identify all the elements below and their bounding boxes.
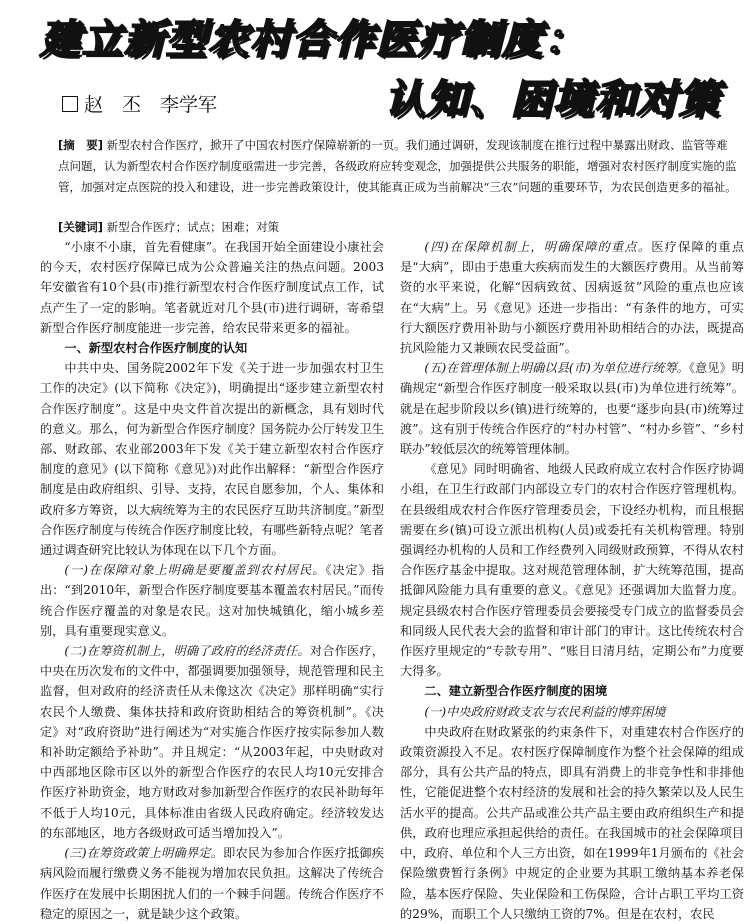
subsection-heading: (一)中央政府财政支农与农民利益的博弈困境 — [424, 704, 666, 719]
paragraph: (四)在保障机制上，明确保障的重点。医疗保障的重点是“大病”，即由于患重大疾病而发生的大额医疗费用。从当前筹资的水平来说，化解“因病致贫、因病返贫”风险的重点也应该在“大病”上。另《意见》还进一步指出：“有条件的地方，可实行大额医疗费用补助与小额医疗费用补助相结合的办法，既提高抗风险能力又兼顾农民受益面”。 — [400, 240, 745, 356]
right-column — [400, 237, 744, 924]
keywords — [58, 217, 738, 238]
square-icon — [62, 96, 78, 112]
author-names: 赵 丕 李学军 — [84, 94, 218, 116]
keywords-text: 新型合作医疗；试点；困难；对策 — [106, 220, 280, 234]
title-line-2: 认知、困境和对策 — [385, 76, 721, 123]
title-line-1: 建立新型农村合作医疗制度： — [40, 16, 586, 63]
section-heading: 一、新型农村合作医疗制度的认知 — [64, 341, 248, 356]
paragraph-lead: (五)在管理体制上明确以县(市)为单位进行统筹。 — [424, 361, 689, 376]
abstract — [58, 135, 738, 198]
paragraph: 中共中央、国务院2002年下发《关于进一步加强农村卫生工作的决定》(以下简称《决定》)，明确提出“逐步建立新型农村合作医疗制度”。这是中央文件首次提出的新概念，具有划时代的意义。那么，何为新型合作医疗制度？国务院办公厅转发卫生部、财政部、农业部2003年下发《关于建立新型农村合作医疗制度的意见》(以下简称《意见》)对此作出解释：“新型合作医疗制度是由政府组织、引导、支持，农民自愿参加，个人、集体和政府多方筹资，以大病统筹为主的农民医疗互助共济制度。”新型合作医疗制度与传统合作医疗制度比较，有哪些新特点呢？笔者通过调查研究比较认为体现在以下几个方面。 — [40, 361, 384, 558]
abstract-text: 新型农村合作医疗，掀开了中国农村医疗保障崭新的一页。我们通过调研，发现该制度在推行过程中暴露出财政、监管等难点问题，认为新型农村合作医疗制度亟需进一步完善，各级政府应转变观念，加强提供公共服务的职能，增强对农村医疗制度实施的监管，加强对定点医院的投入和建设，进一步完善政策设计，使其能真正成为当前解决“三农”问题的重要环节，为农民创造更多的福祉。 — [58, 138, 737, 194]
keywords-label: [关键词] — [58, 220, 104, 234]
paragraph: “小康不小康，首先看健康”。在我国开始全面建设小康社会的今天，农村医疗保障已成为公众普遍关注的热点问题。2003年安徽省有10个县(市)推行新型农村合作医疗制度试点工作，试点产生了一定的影响。笔者就近对几个县(市)进行调研，寄希望新型合作医疗制度能进一步完善，给农民带来更多的福祉。 — [40, 240, 384, 335]
paragraph: (三)在筹资政策上明确界定。即农民为参加合作医疗抵御疾病风险而履行缴费义务不能视为增加农民负担。这解决了传统合作医疗在发展中长期困扰人们的一个棘手问题。传统合作医疗不稳定的原因之一，就是缺少这个政策。 — [40, 846, 384, 921]
paragraph: (二)在筹资机制上，明确了政府的经济责任。对合作医疗，中央在历次发布的文件中，都强调要加强领导，规范管理和民主监督，但对政府的经济责任从未像这次《决定》那样明确“实行农民个人缴费、集体扶持和政府资助相结合的筹资机制”。《决定》对“政府资助”进行阐述为“对实施合作医疗按实际参加人数和补助定额给予补助”。并且规定：“从2003年起，中央财政对中西部地区除市区以外的新型合作医疗的农民人均10元安排合作医疗补助资金，地方财政对参加新型合作医疗的农民补助每年不低于人均10元，具体标准由省级人民政府确定。经济较发达的东部地区，地方各级财政可适当增加投入”。 — [40, 644, 385, 840]
paragraph-lead: (三)在筹资政策上明确界定。 — [64, 846, 224, 861]
paragraph: 《意见》同时明确省、地级人民政府成立农村合作医疗协调小组，在卫生行政部门内部设立专门的农村合作医疗管理机构。在县级组成农村合作医疗管理委员会，下设经办机构，而且根据需要在乡(镇)可设立派出机构(人员)或委托有关机构管理。特别强调经办机构的人员和工作经费列入同级财政预算，不得从农村合作医疗基金中提取。这对规范管理体制，扩大统筹范围，提高抵御风险能力具有重要的意义。《意见》还强调加大监督力度。规定县级农村合作医疗管理委员会要接受专门成立的监督委员会和同级人民代表大会的监督和审计部门的审计。这比传统农村合作医疗里规定的“专款专用”、“账目日清月结，定期公布”力度要大得多。 — [400, 462, 744, 679]
paragraph: 中央政府在财政紧张的约束条件下，对重建农村合作医疗的政策资源投入不足。农村医疗保障制度作为整个社会保障的组成部分，具有公共产品的特点，即具有消费上的非竞争性和非排他性，它能促进整个农村经济的发展和社会的持久繁荣以及人民生活水平的提高。公共产品或准公共产品主要由政府组织生产和提供，政府也理应承担起供给的责任。在我国城市的社会保障项目中，政府、单位和个人三方出资，如在1999年1月颁布的《社会保险缴费暂行条例》中规定的企业要为其职工缴纳基本养老保险，基本医疗保险、失业保险和工伤保险，合计占职工平均工资的29%，而职工个人只缴纳工资的7%。但是在农村，农民 — [400, 724, 744, 921]
authors — [62, 90, 217, 117]
paragraph-lead: (一)在保障对象上明确是要覆盖到农村居民。 — [64, 563, 326, 578]
paragraph: (一)在保障对象上明确是要覆盖到农村居民。《决定》指出：“到2010年，新型合作医疗制度要基本覆盖农村居民。”而传统合作医疗覆盖的对象是农民。这对加快城镇化，缩小城乡差别，具有重要现实意义。 — [40, 563, 385, 638]
paragraph-lead: (二)在筹资机制上，明确了政府的经济责任。 — [64, 644, 310, 659]
paragraph: (五)在管理体制上明确以县(市)为单位进行统筹。《意见》明确规定“新型合作医疗制度一般采取以县(市)为单位进行统筹”。就是在起步阶段以乡(镇)进行统筹的，也要“逐步向县(市)统筹过渡”。这有别于传统合作医疗的“村办村管”、“村办乡管”、“乡村联办”较低层次的统筹管理体制。 — [400, 361, 744, 457]
paragraph-lead: (四)在保障机制上，明确保障的重点。 — [424, 240, 652, 254]
abstract-label: [摘 要] — [58, 138, 104, 152]
left-column — [40, 237, 384, 924]
section-heading: 二、建立新型合作医疗制度的困境 — [424, 684, 608, 699]
